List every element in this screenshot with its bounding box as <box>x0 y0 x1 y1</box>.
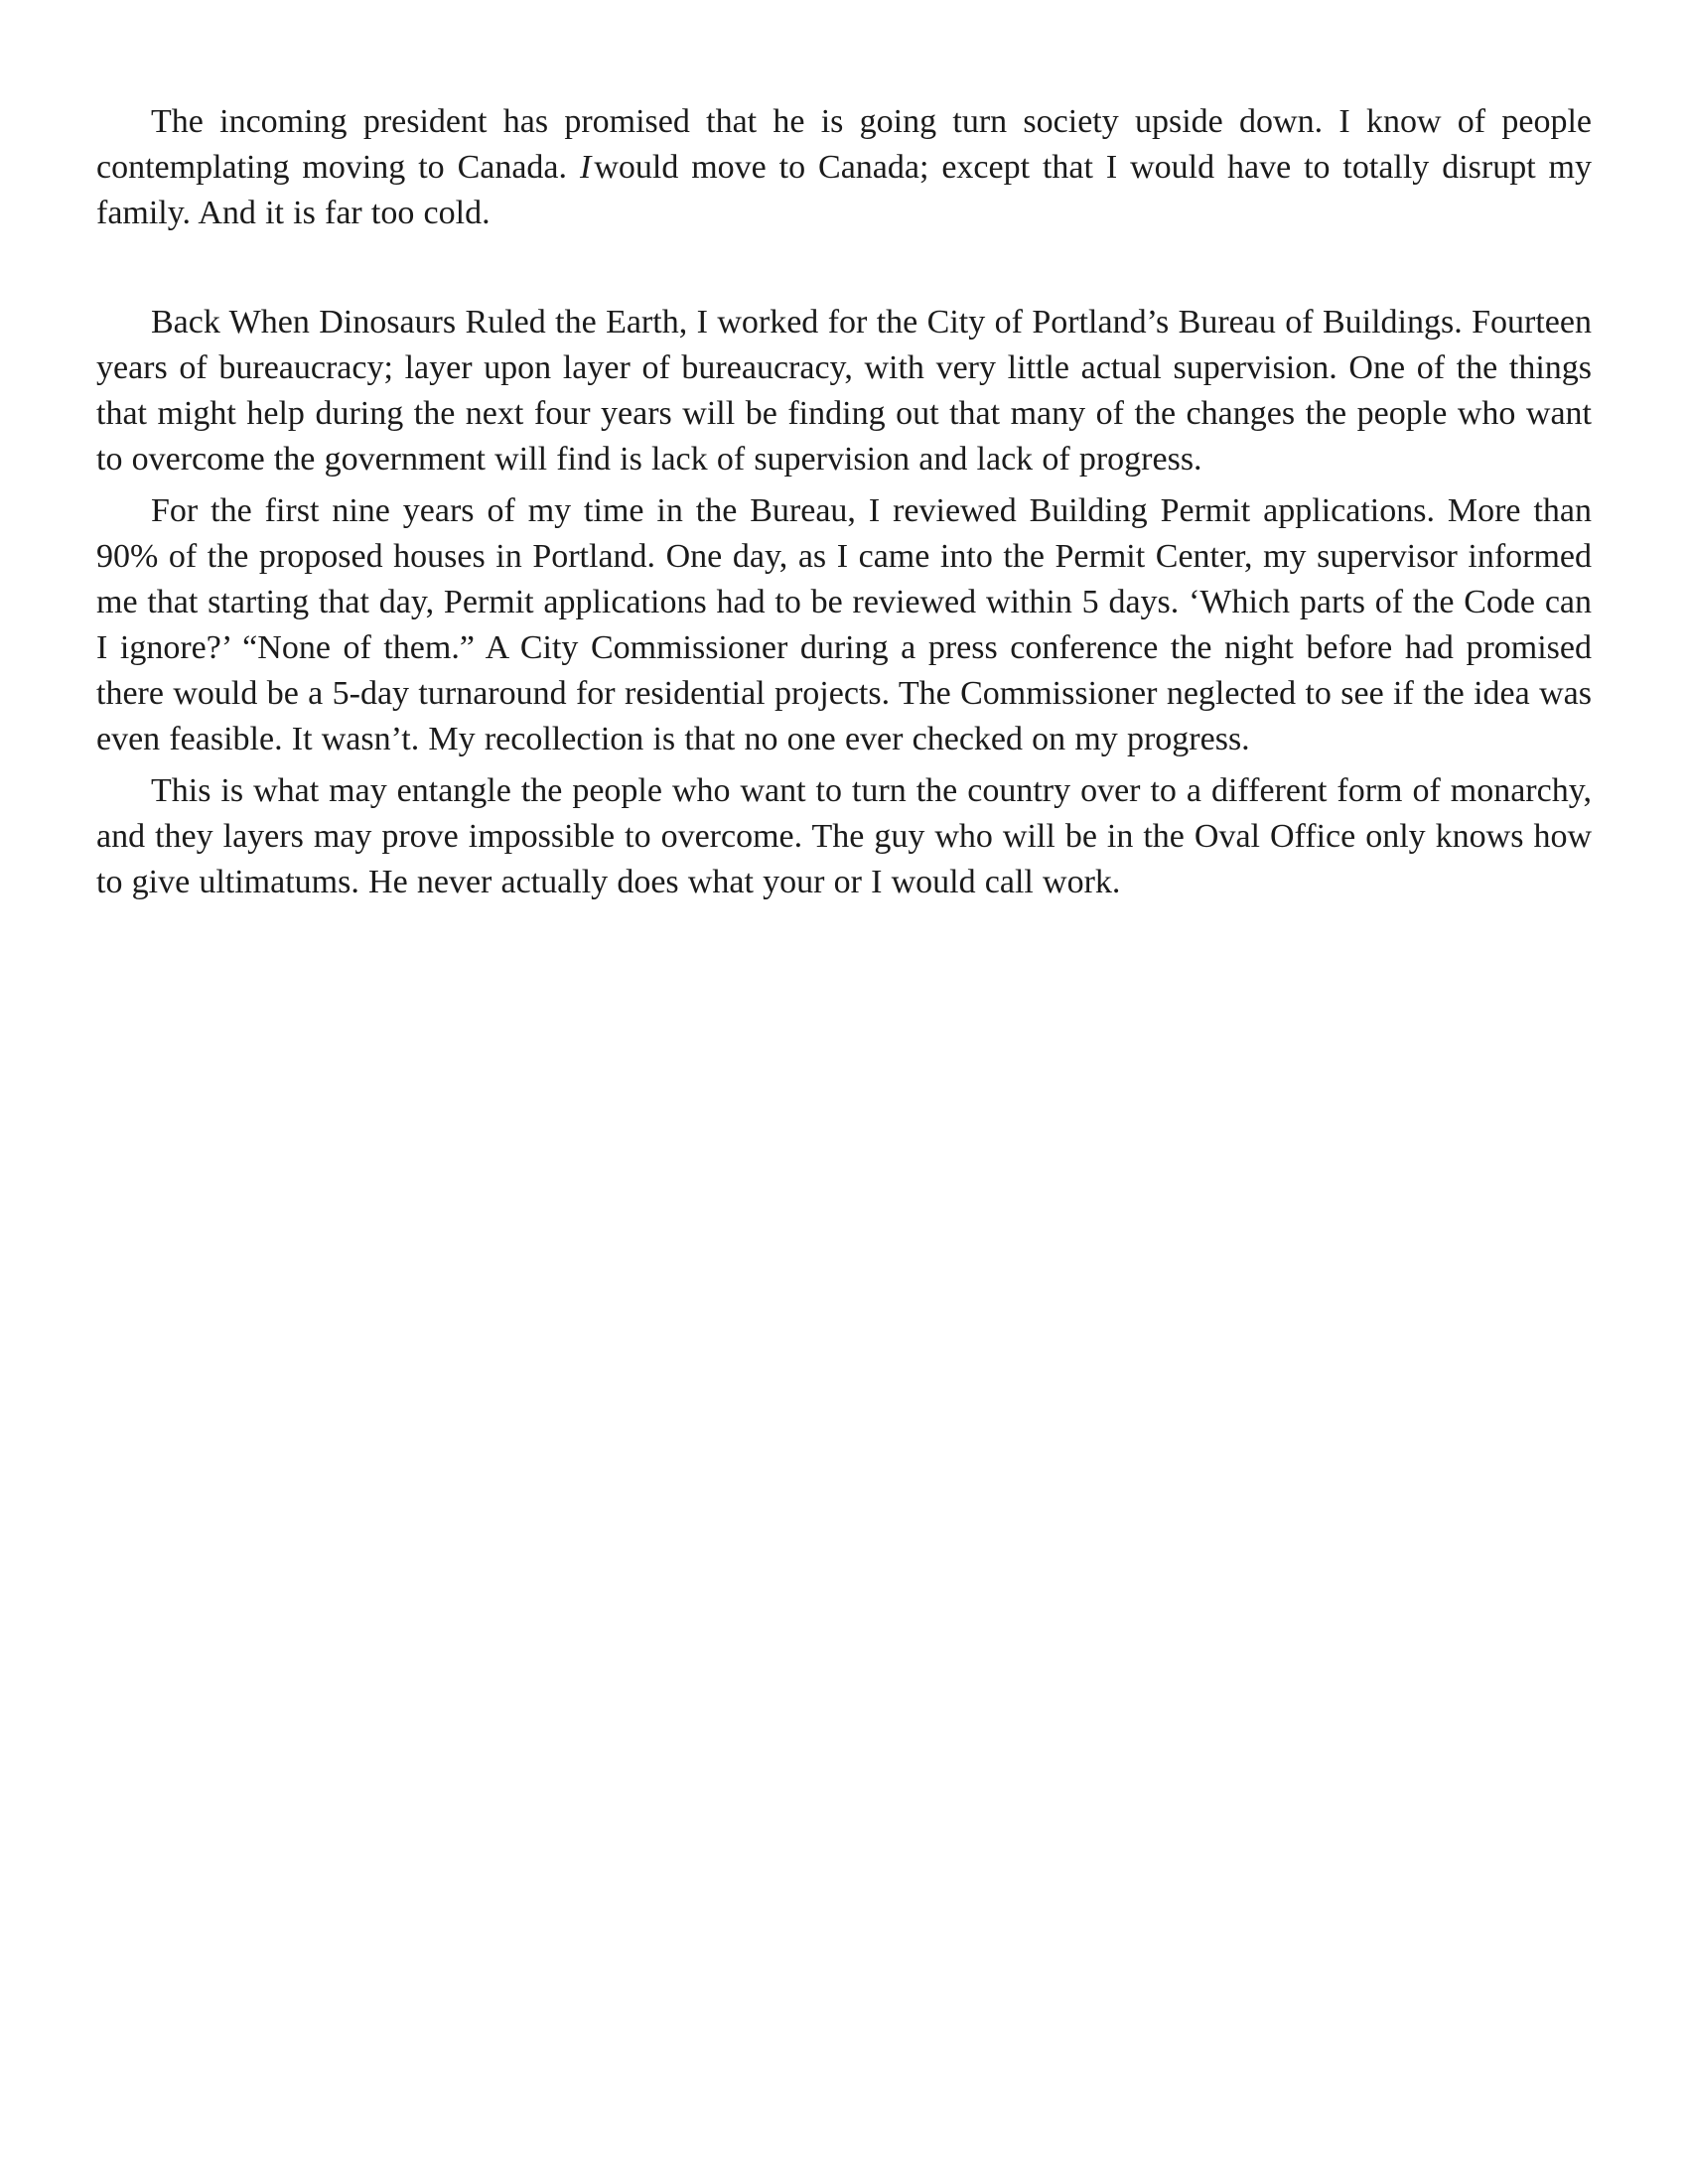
paragraph-permit-applications: For the first nine years of my time in the Bureau, I reviewed Building Permit applications. More than 90% of the proposed houses in Portland. One day, as I came into the Permit Center, my supervisor informed me that starting that day, Permit applications had to be reviewed within 5 days. ‘Which parts of the Code can I ignore?’ “None of them.” A City Commissioner during a press conference the night before had promised there would be a 5-day turnaround for residential projects. The Commissioner neglected to see if the idea was even feasible. It wasn’t. My recollection is that no one ever checked on my progress. <box>96 492 1592 757</box>
paragraph-intro-text-before: The incoming president has promised that he is going turn society upside down. I know of people contemplating moving to Canada. <box>96 103 1592 186</box>
paragraph-intro <box>96 99 1592 236</box>
paragraph-intro-text-after: would move to Canada; except that I would have to totally disrupt my family. And it is far too cold. <box>96 149 1593 231</box>
paragraph-intro-italic-i: I <box>579 149 592 186</box>
paragraph-conclusion: This is what may entangle the people who want to turn the country over to a different form of monarchy, and they layers may prove impossible to overcome. The guy who will be in the Oval Office only knows how to give ultimatums. He never actually does what your or I would call work. <box>96 772 1592 900</box>
paragraph-bureau-of-buildings: Back When Dinosaurs Ruled the Earth, I worked for the City of Portland’s Bureau of Buildings. Fourteen years of bureaucracy; layer upon layer of bureaucracy, with very little actual supervision. One of the things that might help during the next four years will be finding out that many of the changes the people who want to overcome the government will find is lack of supervision and lack of progress. <box>96 304 1592 478</box>
